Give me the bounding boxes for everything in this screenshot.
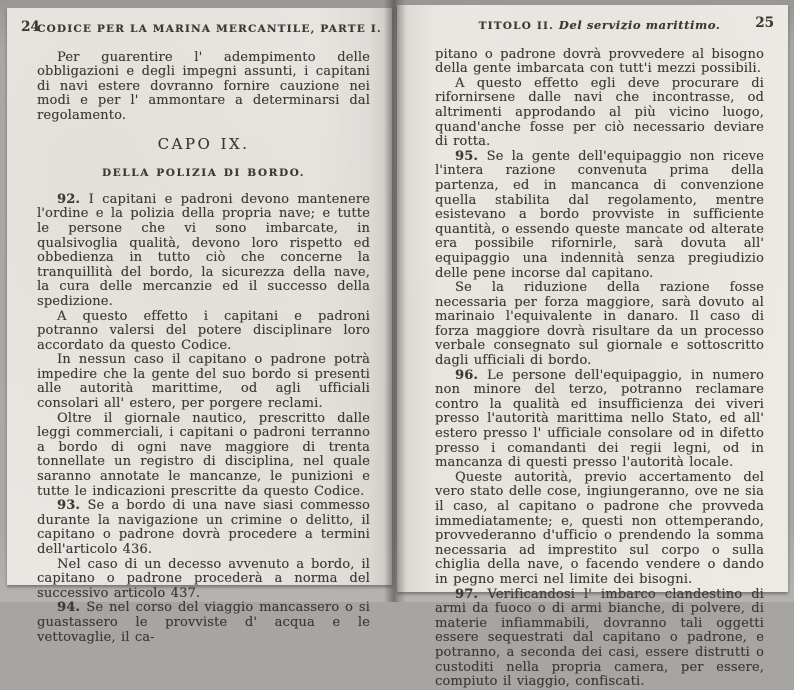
article-96 xyxy=(435,369,764,471)
paragraph xyxy=(37,412,370,500)
paragraph xyxy=(435,281,764,369)
paragraph-text: pitano o padrone dovrà provvedere al bisogno della gente imbarcata con tutt'i mezzi possibili. xyxy=(435,46,764,77)
running-head-left xyxy=(21,19,382,37)
article-number: 94. xyxy=(57,600,87,616)
paragraph-text: In nessun caso il capitano o padrone potrà impedire che la gente del suo bordo si presenti alle autorità marittime, od agli ufficiali consolari all' estero, per porgere reclami. xyxy=(37,352,370,412)
intro-paragraph xyxy=(37,51,370,124)
running-title-left: CODICE PER LA MARINA MERCANTILE, PARTE I. xyxy=(37,23,382,35)
paragraph-text: Per guarentire l' adempimento delle obbligazioni e degli impegni assunti, i capitani di navi estere dovranno fornire cauzione nei modi e per l' ammontare a determinarsi dal regolamento. xyxy=(37,49,370,123)
running-title-prefix: TITOLO II. xyxy=(478,20,554,32)
article-93 xyxy=(37,499,370,557)
paragraph xyxy=(435,77,764,150)
article-number: 96. xyxy=(455,367,488,383)
paragraph-text: I capitani e padroni devono mantenere l'ordine e la polizia della propria nave; e tutte le persone che vi sono imbarcate, in qualsivoglia qualità, devono loro rispetto ed obbedienza in tutto ciò che concerne la tranquillità del bordo, la sicurezza della nave, la cura delle mercanzie ed il successo della spedizione. xyxy=(37,191,371,309)
article-97 xyxy=(435,588,764,690)
paragraph-text: Verificandosi l' imbarco clandestino di armi da fuoco o di armi bianche, di polvere, di materie infiammabili, dovranno tali oggetti essere sequestrati dal capitano o padrone, e potranno, a seconda dei casi, essere distrutti o custoditi nella propria camera, per essere, compiuto il viaggio, confiscati. xyxy=(435,586,764,690)
article-number: 95. xyxy=(455,148,487,164)
paragraph-text: Se la riduzione della razione fosse necessaria per forza maggiore, sarà dovuto al marinaio l'equivalente in danaro. Il caso di forza maggiore dovrà risultare da un processo verbale consegnato sul giornale e sottoscritto dagli ufficiali di bordo. xyxy=(435,280,764,369)
paragraph xyxy=(435,471,764,588)
running-head-right xyxy=(435,15,774,34)
paragraph-text: Nel caso di un decesso avvenuto a bordo, il capitano o padrone procederà a norma del successivo articolo 437. xyxy=(37,556,370,601)
paragraph xyxy=(37,310,370,354)
page-right xyxy=(397,5,788,690)
paragraph xyxy=(37,353,370,411)
section-heading: DELLA POLIZIA DI BORDO. xyxy=(101,167,306,180)
paragraph-text: Se nel corso del viaggio mancassero o si guastassero le provviste d' acqua e le vettovaglie, il ca- xyxy=(37,600,370,645)
chapter-heading: CAPO IX. xyxy=(157,134,250,153)
text-column-right xyxy=(435,48,764,690)
paragraph-text: Se a bordo di una nave siasi commesso durante la navigazione un crimine o delitto, il capitano o padrone dovrà procedere a termini dell'articolo 436. xyxy=(37,498,370,557)
page-number-left: 24 xyxy=(21,19,40,35)
paragraph-text: A questo effetto egli deve procurare di rifornirsene dalle navi che incontrasse, od altrimenti approdando al più vicino luogo, quand'anche fosse per ciò necessario deviare di rotta. xyxy=(435,75,764,150)
paragraph-text: A questo effetto i capitani e padroni potranno valersi del potere disciplinare loro accordato da questo Codice. xyxy=(37,308,370,353)
paragraph-text: Se la gente dell'equipaggio non riceve l'intera razione convenuta prima della partenza, ed in mancanca di convenzione quella stabilita dal regolamento, mentre esistevano a bordo provviste in sufficiente quantità, o essendo queste mancate od alterate era possibile rifornirle, sarà dovuta all' equipaggio una indennità senza pregiudizio delle pene incorse dal capitano. xyxy=(435,148,764,281)
page-number-right: 25 xyxy=(755,15,774,31)
paragraph-text: Queste autorità, previo accertamento del vero stato delle cose, ingiungeranno, ove ne sia il caso, al capitano o padrone che provveda immediatamente; e, questi non ottemperando, provvederanno d'ufficio o prendendo la somma necessaria ad imprestito sul corpo o sulla chiglia della nave, o facendo vendere o dando in pegno merci nel limite dei bisogni. xyxy=(435,469,764,587)
text-column-left xyxy=(37,51,370,646)
article-94 xyxy=(37,601,370,645)
article-number: 92. xyxy=(57,191,89,207)
article-95 xyxy=(435,150,764,281)
article-92 xyxy=(37,193,370,310)
paragraph xyxy=(37,558,370,602)
paragraph-text: Le persone dell'equipaggio, in numero non minore del terzo, potranno reclamare contro la qualità ed insufficienza dei viveri presso l'autorità marittima nello Stato, ed all' estero presso l' ufficiale consolare od in difetto presso i comandanti dei regii legni, od in mancanza di questi presso l'autorità locale. xyxy=(435,367,764,471)
page-gutter-shadow xyxy=(384,0,406,602)
running-title-italic: Del servizio marittimo. xyxy=(558,18,721,32)
continuation-paragraph xyxy=(435,48,764,77)
article-number: 93. xyxy=(57,498,88,514)
page-left xyxy=(7,8,392,645)
article-number: 97. xyxy=(455,586,488,602)
paragraph-text: Oltre il giornale nautico, prescritto dalle leggi commerciali, i capitani o padroni terranno a bordo di ogni nave maggiore di trenta tonnellate un registro di disciplina, nel quale saranno annotate le mancanze, le punizioni e tutte le indicazioni prescritte da questo Codice. xyxy=(37,410,370,499)
